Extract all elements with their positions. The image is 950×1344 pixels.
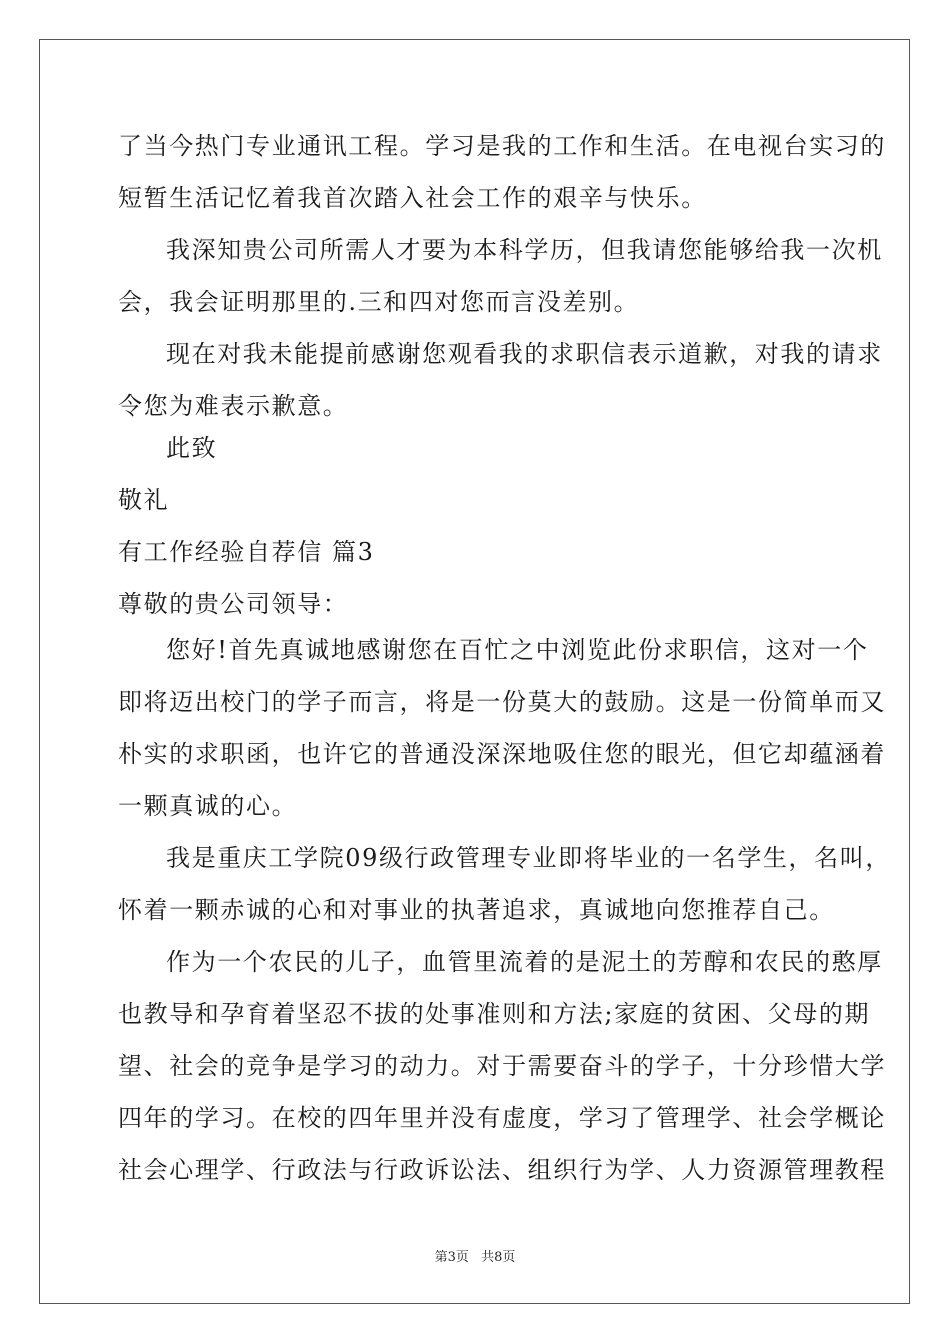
text-line: 了当今热门专业通讯工程。学习是我的工作和生活。在电视台实习的: [118, 132, 886, 160]
page-total: 共8页: [481, 1250, 516, 1265]
section-title: 有工作经验自荐信 篇3: [118, 538, 375, 566]
text-line: 朴实的求职函，也许它的普通没深深地吸住您的眼光，但它却蕴涵着: [118, 740, 886, 768]
text-line: 令您为难表示歉意。: [118, 392, 349, 420]
text-line: 现在对我未能提前感谢您观看我的求职信表示道歉，对我的请求: [166, 340, 883, 368]
text-line: 我深知贵公司所需人才要为本科学历，但我请您能够给我一次机: [166, 236, 883, 264]
text-line: 一颗真诚的心。: [118, 792, 298, 820]
text-line: 会，我会证明那里的.三和四对您而言没差别。: [118, 288, 640, 316]
text-line: 四年的学习。在校的四年里并没有虚度，学习了管理学、社会学概论: [118, 1104, 886, 1132]
text-line: 即将迈出校门的学子而言，将是一份莫大的鼓励。这是一份简单而又: [118, 688, 886, 716]
text-line: 也教导和孕育着坚忍不拔的处事准则和方法;家庭的贫困、父母的期: [118, 1000, 871, 1028]
closing-salutation: 敬礼: [118, 486, 170, 514]
page-number: 第3页: [434, 1250, 469, 1265]
closing-phrase: 此致: [166, 434, 218, 462]
text-line: 社会心理学、行政法与行政诉讼法、组织行为学、人力资源管理教程: [118, 1156, 886, 1184]
text-line: 望、社会的竞争是学习的动力。对于需要奋斗的学子，十分珍惜大学: [118, 1052, 886, 1080]
text-line: 我是重庆工学院09级行政管理专业即将毕业的一名学生，名叫，: [166, 844, 891, 872]
page-footer: [0, 1246, 950, 1265]
text-line: 作为一个农民的儿子，血管里流着的是泥土的芳醇和农民的憨厚: [166, 948, 883, 976]
text-line: 怀着一颗赤诚的心和对事业的执著追求，真诚地向您推荐自己。: [118, 896, 835, 924]
text-line: 短暂生活记忆着我首次踏入社会工作的艰辛与快乐。: [118, 184, 707, 212]
text-line: 您好!首先真诚地感谢您在百忙之中浏览此份求职信，这对一个: [166, 636, 869, 664]
greeting: 尊敬的贵公司领导：: [118, 590, 349, 618]
